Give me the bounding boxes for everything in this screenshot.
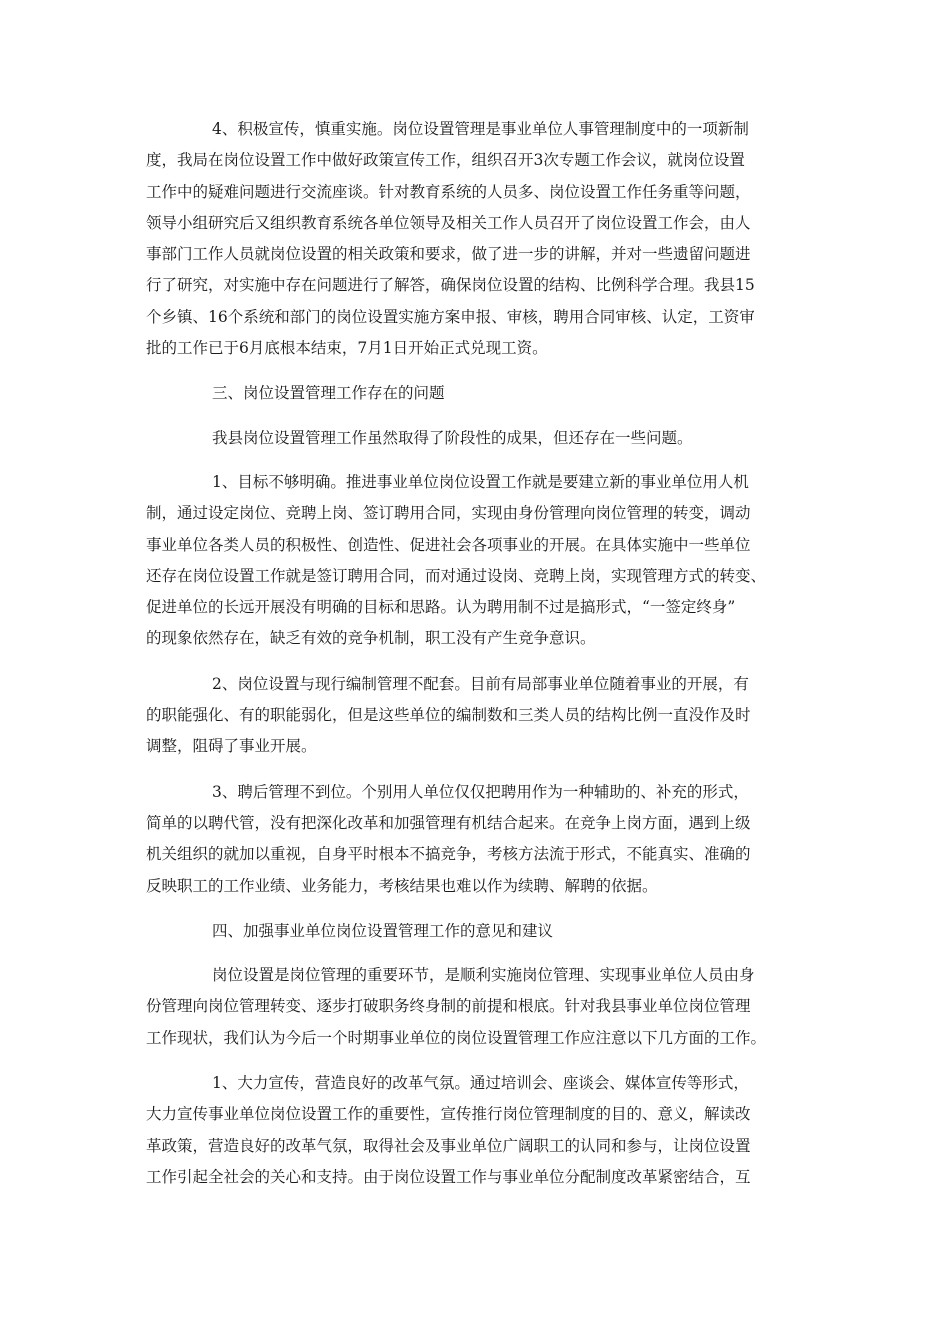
text-line: 批的工作已于6月底根本结束，7月1日开始正式兑现工资。 bbox=[146, 339, 548, 358]
text-line: 制，通过设定岗位、竞聘上岗、签订聘用合同，实现由身份管理向岗位管理的转变，调动 bbox=[146, 504, 751, 523]
text-line: 机关组织的就加以重视，自身平时根本不搞竞争，考核方法流于形式，不能真实、准确的 bbox=[146, 845, 751, 864]
text-line: 调整，阻碍了事业开展。 bbox=[146, 737, 317, 756]
text-line: 1、大力宣传，营造良好的改革气氛。通过培训会、座谈会、媒体宣传等形式， bbox=[212, 1074, 749, 1093]
text-line: 事部门工作人员就岗位设置的相关政策和要求，做了进一步的讲解，并对一些遗留问题进 bbox=[146, 245, 751, 264]
body-paragraph bbox=[146, 1068, 812, 1193]
text-line: 简单的以聘代管，没有把深化改革和加强管理有机结合起来。在竞争上岗方面，遇到上级 bbox=[146, 813, 751, 832]
text-line: 2、岗位设置与现行编制管理不配套。目前有局部事业单位随着事业的开展，有 bbox=[212, 674, 749, 693]
text-line: 1、目标不够明确。推进事业单位岗位设置工作就是要建立新的事业单位用人机 bbox=[212, 472, 749, 491]
section-heading bbox=[146, 916, 812, 947]
body-paragraph bbox=[146, 114, 812, 364]
text-line: 工作中的疑难问题进行交流座谈。针对教育系统的人员多、岗位设置工作任务重等问题， bbox=[146, 182, 751, 201]
text-line: 促进单位的长远开展没有明确的目标和思路。认为聘用制不过是搞形式，“一签定终身” bbox=[146, 598, 736, 617]
text-line: 事业单位各类人员的积极性、创造性、促进社会各项事业的开展。在具体实施中一些单位 bbox=[146, 535, 751, 554]
text-line: 工作现状，我们认为今后一个时期事业单位的岗位设置管理工作应注意以下几方面的工作。 bbox=[146, 1028, 767, 1047]
text-line: 大力宣传事业单位岗位设置工作的重要性，宣传推行岗位管理制度的目的、意义，解读改 bbox=[146, 1105, 751, 1124]
body-paragraph bbox=[146, 960, 812, 1054]
text-line: 三、岗位设置管理工作存在的问题 bbox=[212, 384, 445, 403]
text-line: 革政策，营造良好的改革气氛，取得社会及事业单位广阔职工的认同和参与，让岗位设置 bbox=[146, 1136, 751, 1155]
text-line: 4、积极宣传，慎重实施。岗位设置管理是事业单位人事管理制度中的一项新制 bbox=[212, 120, 749, 138]
text-line: 反映职工的工作业绩、业务能力，考核结果也难以作为续聘、解聘的依据。 bbox=[146, 876, 658, 895]
text-line: 度，我局在岗位设置工作中做好政策宣传工作，组织召开3次专题工作会议，就岗位设置 bbox=[146, 151, 745, 170]
document-body bbox=[146, 114, 812, 1207]
section-heading bbox=[146, 378, 812, 409]
body-paragraph bbox=[146, 777, 812, 902]
body-paragraph bbox=[146, 423, 812, 454]
text-line: 岗位设置是岗位管理的重要环节，是顺利实施岗位管理、实现事业单位人员由身 bbox=[212, 966, 755, 985]
text-line: 四、加强事业单位岗位设置管理工作的意见和建议 bbox=[212, 921, 554, 940]
text-line: 还存在岗位设置工作就是签订聘用合同，而对通过设岗、竞聘上岗，实现管理方式的转变、 bbox=[146, 566, 767, 585]
text-line: 领导小组研究后又组织教育系统各单位领导及相关工作人员召开了岗位设置工作会，由人 bbox=[146, 213, 751, 232]
text-line: 的现象依然存在，缺乏有效的竞争机制，职工没有产生竞争意识。 bbox=[146, 629, 596, 648]
text-line: 工作引起全社会的关心和支持。由于岗位设置工作与事业单位分配制度改革紧密结合，互 bbox=[146, 1167, 751, 1186]
text-line: 3、聘后管理不到位。个别用人单位仅仅把聘用作为一种辅助的、补充的形式， bbox=[212, 782, 749, 801]
text-line: 份管理向岗位管理转变、逐步打破职务终身制的前提和根底。针对我县事业单位岗位管理 bbox=[146, 997, 751, 1016]
text-line: 行了研究，对实施中存在问题进行了解答，确保岗位设置的结构、比例科学合理。我县15 bbox=[146, 276, 755, 295]
text-line: 我县岗位设置管理工作虽然取得了阶段性的成果，但还存在一些问题。 bbox=[212, 428, 693, 447]
text-line: 的职能强化、有的职能弱化，但是这些单位的编制数和三类人员的结构比例一直没作及时 bbox=[146, 706, 751, 725]
body-paragraph bbox=[146, 467, 812, 655]
text-line: 个乡镇、16个系统和部门的岗位设置实施方案申报、审核，聘用合同审核、认定，工资审 bbox=[146, 307, 755, 326]
body-paragraph bbox=[146, 669, 812, 763]
